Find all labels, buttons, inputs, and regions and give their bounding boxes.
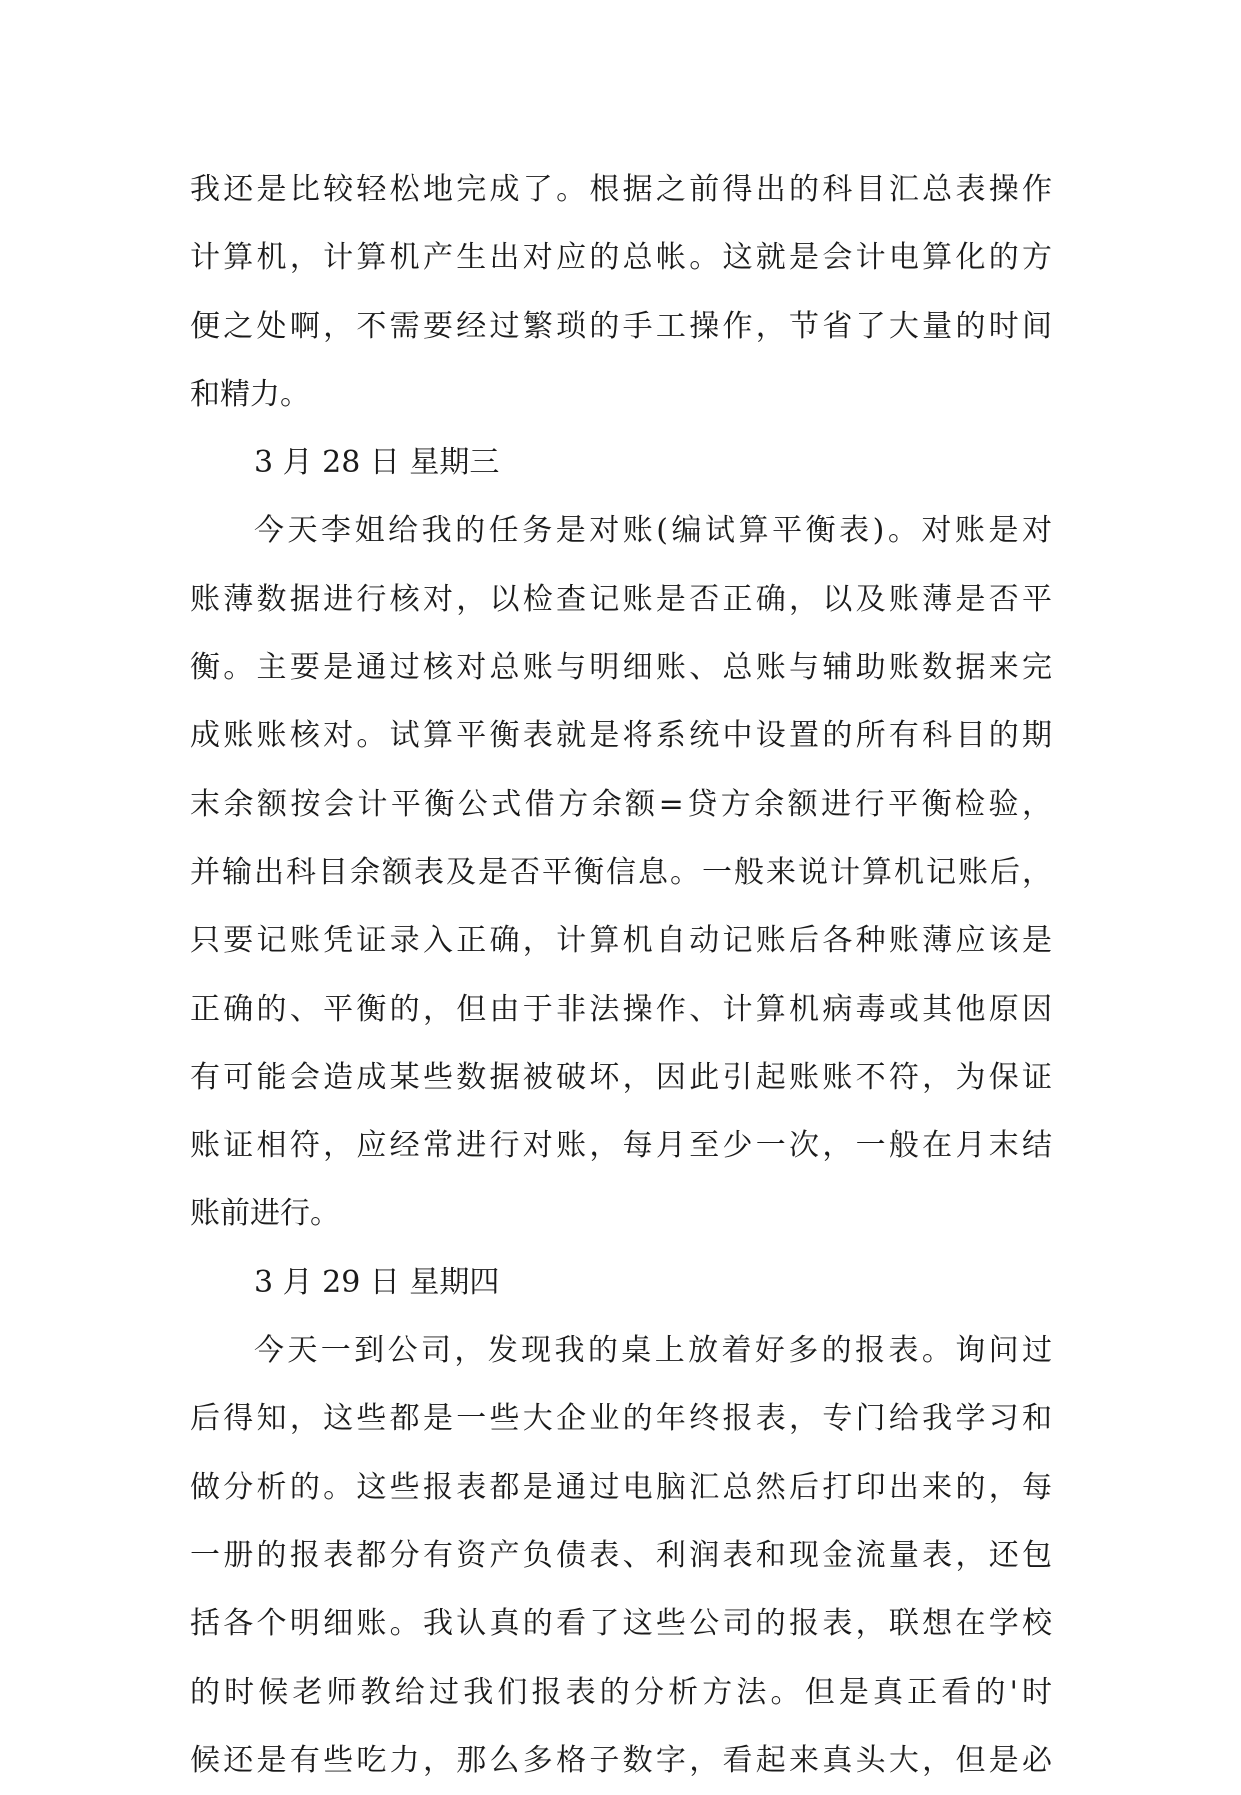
text-line: 账证相符，应经常进行对账，每月至少一次，一般在月末结 — [190, 1128, 1052, 1164]
text-line: 账薄数据进行核对，以检查记账是否正确，以及账薄是否平 — [190, 581, 1052, 617]
text-line: 后得知，这些都是一些大企业的年终报表，专门给我学习和 — [190, 1401, 1052, 1437]
text-line: 做分析的。这些报表都是通过电脑汇总然后打印出来的，每 — [190, 1469, 1052, 1505]
date-heading: 3 月 29 日 星期四 — [254, 1264, 500, 1300]
text-line: 的时候老师教给过我们报表的分析方法。但是真正看的'时 — [190, 1674, 1052, 1710]
text-line: 衡。主要是通过核对总账与明细账、总账与辅助账数据来完 — [190, 650, 1052, 686]
text-line: 一册的报表都分有资产负债表、利润表和现金流量表，还包 — [190, 1537, 1052, 1573]
text-line: 候还是有些吃力，那么多格子数字，看起来真头大，但是必 — [190, 1742, 1052, 1778]
text-line: 有可能会造成某些数据被破坏，因此引起账账不符，为保证 — [190, 1059, 1052, 1095]
text-line: 成账账核对。试算平衡表就是将系统中设置的所有科目的期 — [190, 718, 1052, 754]
text-line: 我还是比较轻松地完成了。根据之前得出的科目汇总表操作 — [190, 172, 1052, 207]
paragraph-first-line: 今天一到公司，发现我的桌上放着好多的报表。询问过 — [254, 1333, 1052, 1369]
text-line: 正确的、平衡的，但由于非法操作、计算机病毒或其他原因 — [190, 991, 1052, 1027]
text-line: 只要记账凭证录入正确，计算机自动记账后各种账薄应该是 — [190, 923, 1052, 959]
text-line: 并输出科目余额表及是否平衡信息。一般来说计算机记账后， — [190, 854, 1052, 890]
text-line: 账前进行。 — [190, 1196, 340, 1232]
text-line: 末余额按会计平衡公式借方余额=贷方余额进行平衡检验， — [190, 786, 1052, 822]
paragraph-first-line: 今天李姐给我的任务是对账(编试算平衡表)。对账是对 — [254, 513, 1052, 549]
text-line: 便之处啊，不需要经过繁琐的手工操作，节省了大量的时间 — [190, 308, 1052, 344]
document-page — [190, 156, 1052, 1795]
text-line: 括各个明细账。我认真的看了这些公司的报表，联想在学校 — [190, 1606, 1052, 1642]
text-line: 计算机，计算机产生出对应的总帐。这就是会计电算化的方 — [190, 240, 1052, 276]
text-line: 和精力。 — [190, 376, 310, 412]
date-heading: 3 月 28 日 星期三 — [254, 445, 500, 481]
